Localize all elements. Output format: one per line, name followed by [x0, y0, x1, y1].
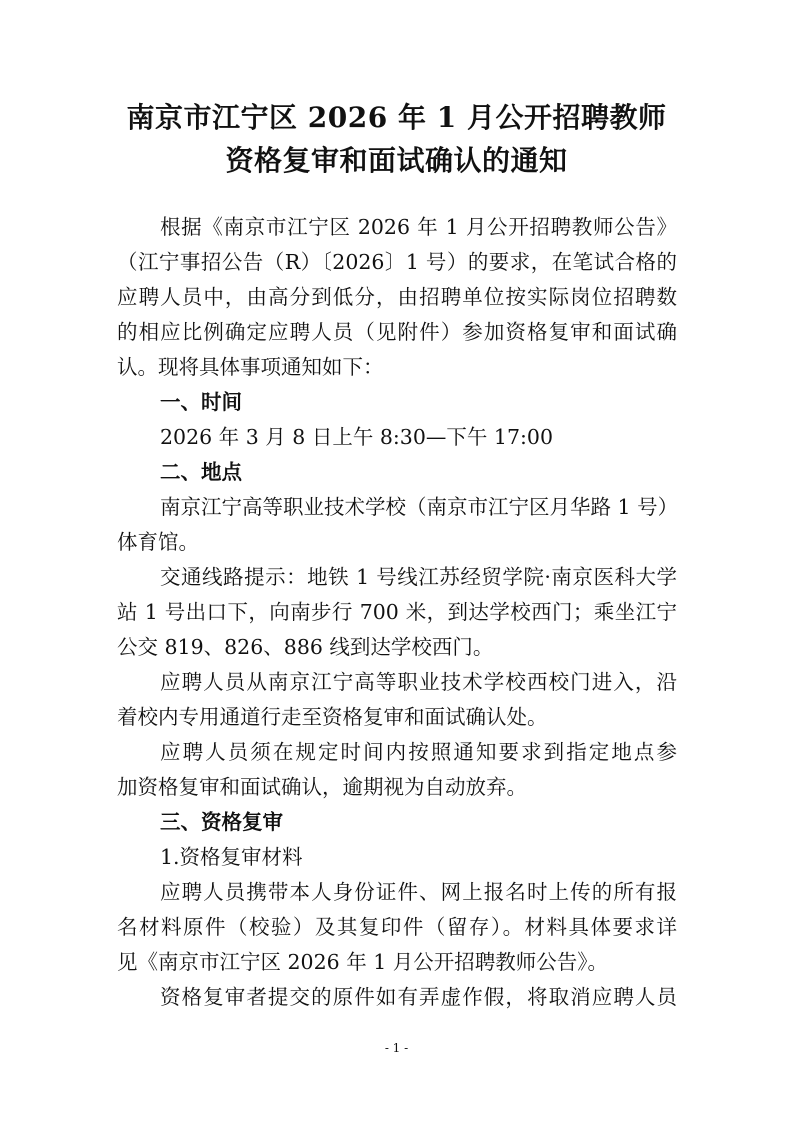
- deadline-line: 加资格复审和面试确认，逾期视为自动放弃。: [117, 775, 527, 799]
- entry-line: 着校内专用通道行走至资格复审和面试确认处。: [117, 705, 548, 729]
- section-heading-qualification: 三、资格复审: [160, 810, 283, 834]
- intro-line: 应聘人员中，由高分到低分，由招聘单位按实际岗位招聘数: [117, 285, 677, 309]
- intro-line: 的相应比例确定应聘人员（见附件）参加资格复审和面试确: [117, 320, 677, 344]
- subheading-materials: 1.资格复审材料: [160, 845, 303, 869]
- page-number: - 1 -: [384, 1041, 409, 1055]
- entry-line: 应聘人员从南京江宁高等职业技术学校西校门进入，沿: [160, 670, 677, 694]
- section-heading-time: 一、时间: [160, 390, 242, 414]
- fraud-line: 资格复审者提交的原件如有弄虚作假，将取消应聘人员: [160, 985, 677, 1009]
- transit-line: 公交 819、826、886 线到达学校西门。: [117, 635, 494, 659]
- location-line: 南京江宁高等职业技术学校（南京市江宁区月华路 1 号）: [160, 495, 679, 519]
- intro-line: 认。现将具体事项通知如下：: [117, 355, 384, 379]
- intro-line: 根据《南京市江宁区 2026 年 1 月公开招聘教师公告》: [160, 215, 677, 239]
- materials-line: 应聘人员携带本人身份证件、网上报名时上传的所有报: [160, 880, 677, 904]
- materials-line: 见《南京市江宁区 2026 年 1 月公开招聘教师公告》。: [117, 950, 609, 974]
- transit-line: 交通线路提示：地铁 1 号线江苏经贸学院·南京医科大学: [160, 565, 677, 589]
- transit-line: 站 1 号出口下，向南步行 700 米，到达学校西门；乘坐江宁: [117, 600, 677, 624]
- page-title-line-1: 南京市江宁区 2026 年 1 月公开招聘教师: [126, 101, 667, 134]
- intro-line: （江宁事招公告（R）〔2026〕1 号）的要求，在笔试合格的: [117, 250, 677, 274]
- deadline-line: 应聘人员须在规定时间内按照通知要求到指定地点参: [160, 740, 677, 764]
- location-line: 体育馆。: [117, 530, 199, 554]
- time-text: 2026 年 3 月 8 日上午 8:30—下午 17:00: [160, 425, 553, 449]
- materials-line: 名材料原件（校验）及其复印件（留存）。材料具体要求详: [117, 915, 677, 939]
- page-title-line-2: 资格复审和面试确认的通知: [225, 144, 568, 177]
- section-heading-location: 二、地点: [160, 460, 242, 484]
